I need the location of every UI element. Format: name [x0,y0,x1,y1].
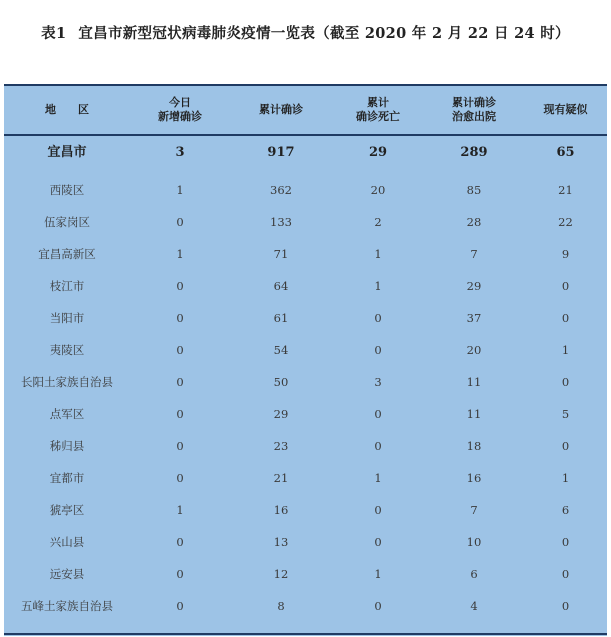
region-cell: 点军区 [49,407,85,421]
cum-deaths-cell: 0 [374,407,382,421]
cum-confirmed-cell: 12 [273,567,289,581]
suspected-cell: 0 [561,535,570,549]
suspected-cell: 9 [561,247,570,261]
table-row [4,494,607,526]
cum-recovered-cell: 28 [466,215,482,229]
new-confirmed-cell: 0 [176,599,184,613]
new-confirmed-cell: 0 [176,343,184,357]
cum-deaths-cell: 29 [368,145,388,160]
cum-confirmed-cell: 362 [270,183,292,197]
region-cell: 宜昌市 [47,145,87,160]
cum-confirmed-cell: 23 [273,439,289,453]
table-row [4,174,607,206]
region-cell: 夷陵区 [49,343,85,357]
table-caption: 宜昌市新型冠状病毒肺炎疫情一览表（截至 2020 年 2 月 22 日 24 时） [78,25,570,42]
new-confirmed-cell: 1 [176,503,184,517]
cum-recovered-cell: 289 [460,145,488,160]
new-confirmed-cell: 0 [176,215,184,229]
cum-confirmed-cell: 13 [273,535,289,549]
new-confirmed-cell: 1 [176,247,184,261]
region-cell: 当阳市 [49,311,85,325]
table-row [4,270,607,302]
cum-confirmed-cell: 50 [273,375,289,389]
cum-deaths-cell: 3 [374,375,382,389]
new-confirmed-cell: 0 [176,375,184,389]
new-confirmed-cell: 0 [176,311,184,325]
suspected-cell: 5 [561,407,570,421]
table-row [4,590,607,622]
new-confirmed-cell: 0 [176,567,184,581]
table-row [4,430,607,462]
suspected-cell: 0 [561,567,570,581]
cum-recovered-cell: 11 [466,407,482,421]
header-row [4,86,607,134]
cum-recovered-cell: 6 [470,567,478,581]
header-cum-recovered: 累计确诊 治愈出院 [452,96,496,123]
cum-confirmed-cell: 8 [277,599,285,613]
region-cell: 西陵区 [49,183,85,197]
new-confirmed-cell: 3 [175,145,185,160]
table-row [4,462,607,494]
cum-deaths-cell: 20 [370,183,386,197]
cum-deaths-cell: 0 [374,599,382,613]
cum-deaths-cell: 1 [374,471,382,485]
table-row [4,366,607,398]
suspected-cell: 0 [561,375,570,389]
cum-recovered-cell: 10 [466,535,482,549]
region-cell: 长阳土家族自治县 [21,375,113,389]
cum-confirmed-cell: 21 [273,471,289,485]
suspected-cell: 0 [561,311,570,325]
header-region: 地 区 [45,103,89,116]
cum-confirmed-cell: 54 [273,343,289,357]
cum-confirmed-cell: 71 [273,247,289,261]
cum-confirmed-cell: 16 [273,503,289,517]
cum-deaths-cell: 2 [374,215,382,229]
cum-confirmed-cell: 29 [273,407,289,421]
region-cell: 枝江市 [49,279,85,293]
cum-deaths-cell: 0 [374,535,382,549]
cum-deaths-cell: 0 [374,343,382,357]
cum-recovered-cell: 7 [470,503,478,517]
total-row [4,137,607,169]
table-number: 表1 [41,25,67,42]
suspected-cell: 65 [556,145,575,160]
header-cum-deaths: 累计 确诊死亡 [356,96,400,123]
cum-recovered-cell: 20 [466,343,482,357]
cum-deaths-cell: 1 [374,247,382,261]
cum-deaths-cell: 0 [374,311,382,325]
suspected-cell: 22 [558,215,573,229]
region-cell: 猇亭区 [49,503,85,517]
table-row [4,526,607,558]
header-cum-confirmed: 累计确诊 [259,103,303,116]
cum-recovered-cell: 18 [466,439,482,453]
suspected-cell: 21 [558,183,573,197]
suspected-cell: 1 [561,343,570,357]
region-cell: 兴山县 [49,535,85,549]
region-cell: 宜都市 [49,471,85,485]
cum-deaths-cell: 0 [374,439,382,453]
header-suspected: 现有疑似 [543,103,588,116]
cum-confirmed-cell: 133 [270,215,292,229]
cum-recovered-cell: 11 [466,375,482,389]
cum-recovered-cell: 4 [470,599,478,613]
region-cell: 秭归县 [49,439,85,453]
cum-recovered-cell: 85 [466,183,482,197]
cum-deaths-cell: 1 [374,567,382,581]
suspected-cell: 1 [561,471,570,485]
bottom-rule [4,633,607,635]
cum-recovered-cell: 16 [466,471,482,485]
suspected-cell: 0 [561,279,570,293]
region-cell: 远安县 [49,567,85,581]
new-confirmed-cell: 0 [176,471,184,485]
new-confirmed-cell: 0 [176,407,184,421]
suspected-cell: 0 [561,599,570,613]
suspected-cell: 0 [561,439,570,453]
new-confirmed-cell: 0 [176,279,184,293]
new-confirmed-cell: 0 [176,439,184,453]
cum-recovered-cell: 37 [466,311,482,325]
table-row [4,302,607,334]
region-cell: 五峰土家族自治县 [21,599,113,613]
new-confirmed-cell: 1 [176,183,184,197]
table-row [4,558,607,590]
table-row [4,398,607,430]
cum-confirmed-cell: 61 [273,311,289,325]
cum-recovered-cell: 29 [466,279,482,293]
cum-confirmed-cell: 64 [273,279,289,293]
table-row [4,238,607,270]
cum-deaths-cell: 0 [374,503,382,517]
cum-confirmed-cell: 917 [267,145,295,160]
table-row [4,334,607,366]
cum-recovered-cell: 7 [470,247,478,261]
header-rule [4,134,607,136]
cum-deaths-cell: 1 [374,279,382,293]
suspected-cell: 6 [561,503,570,517]
table-row [4,206,607,238]
region-cell: 宜昌高新区 [38,247,96,261]
new-confirmed-cell: 0 [176,535,184,549]
table-title [0,22,611,43]
region-cell: 伍家岗区 [44,215,90,229]
header-new-confirmed: 今日 新增确诊 [158,96,202,123]
